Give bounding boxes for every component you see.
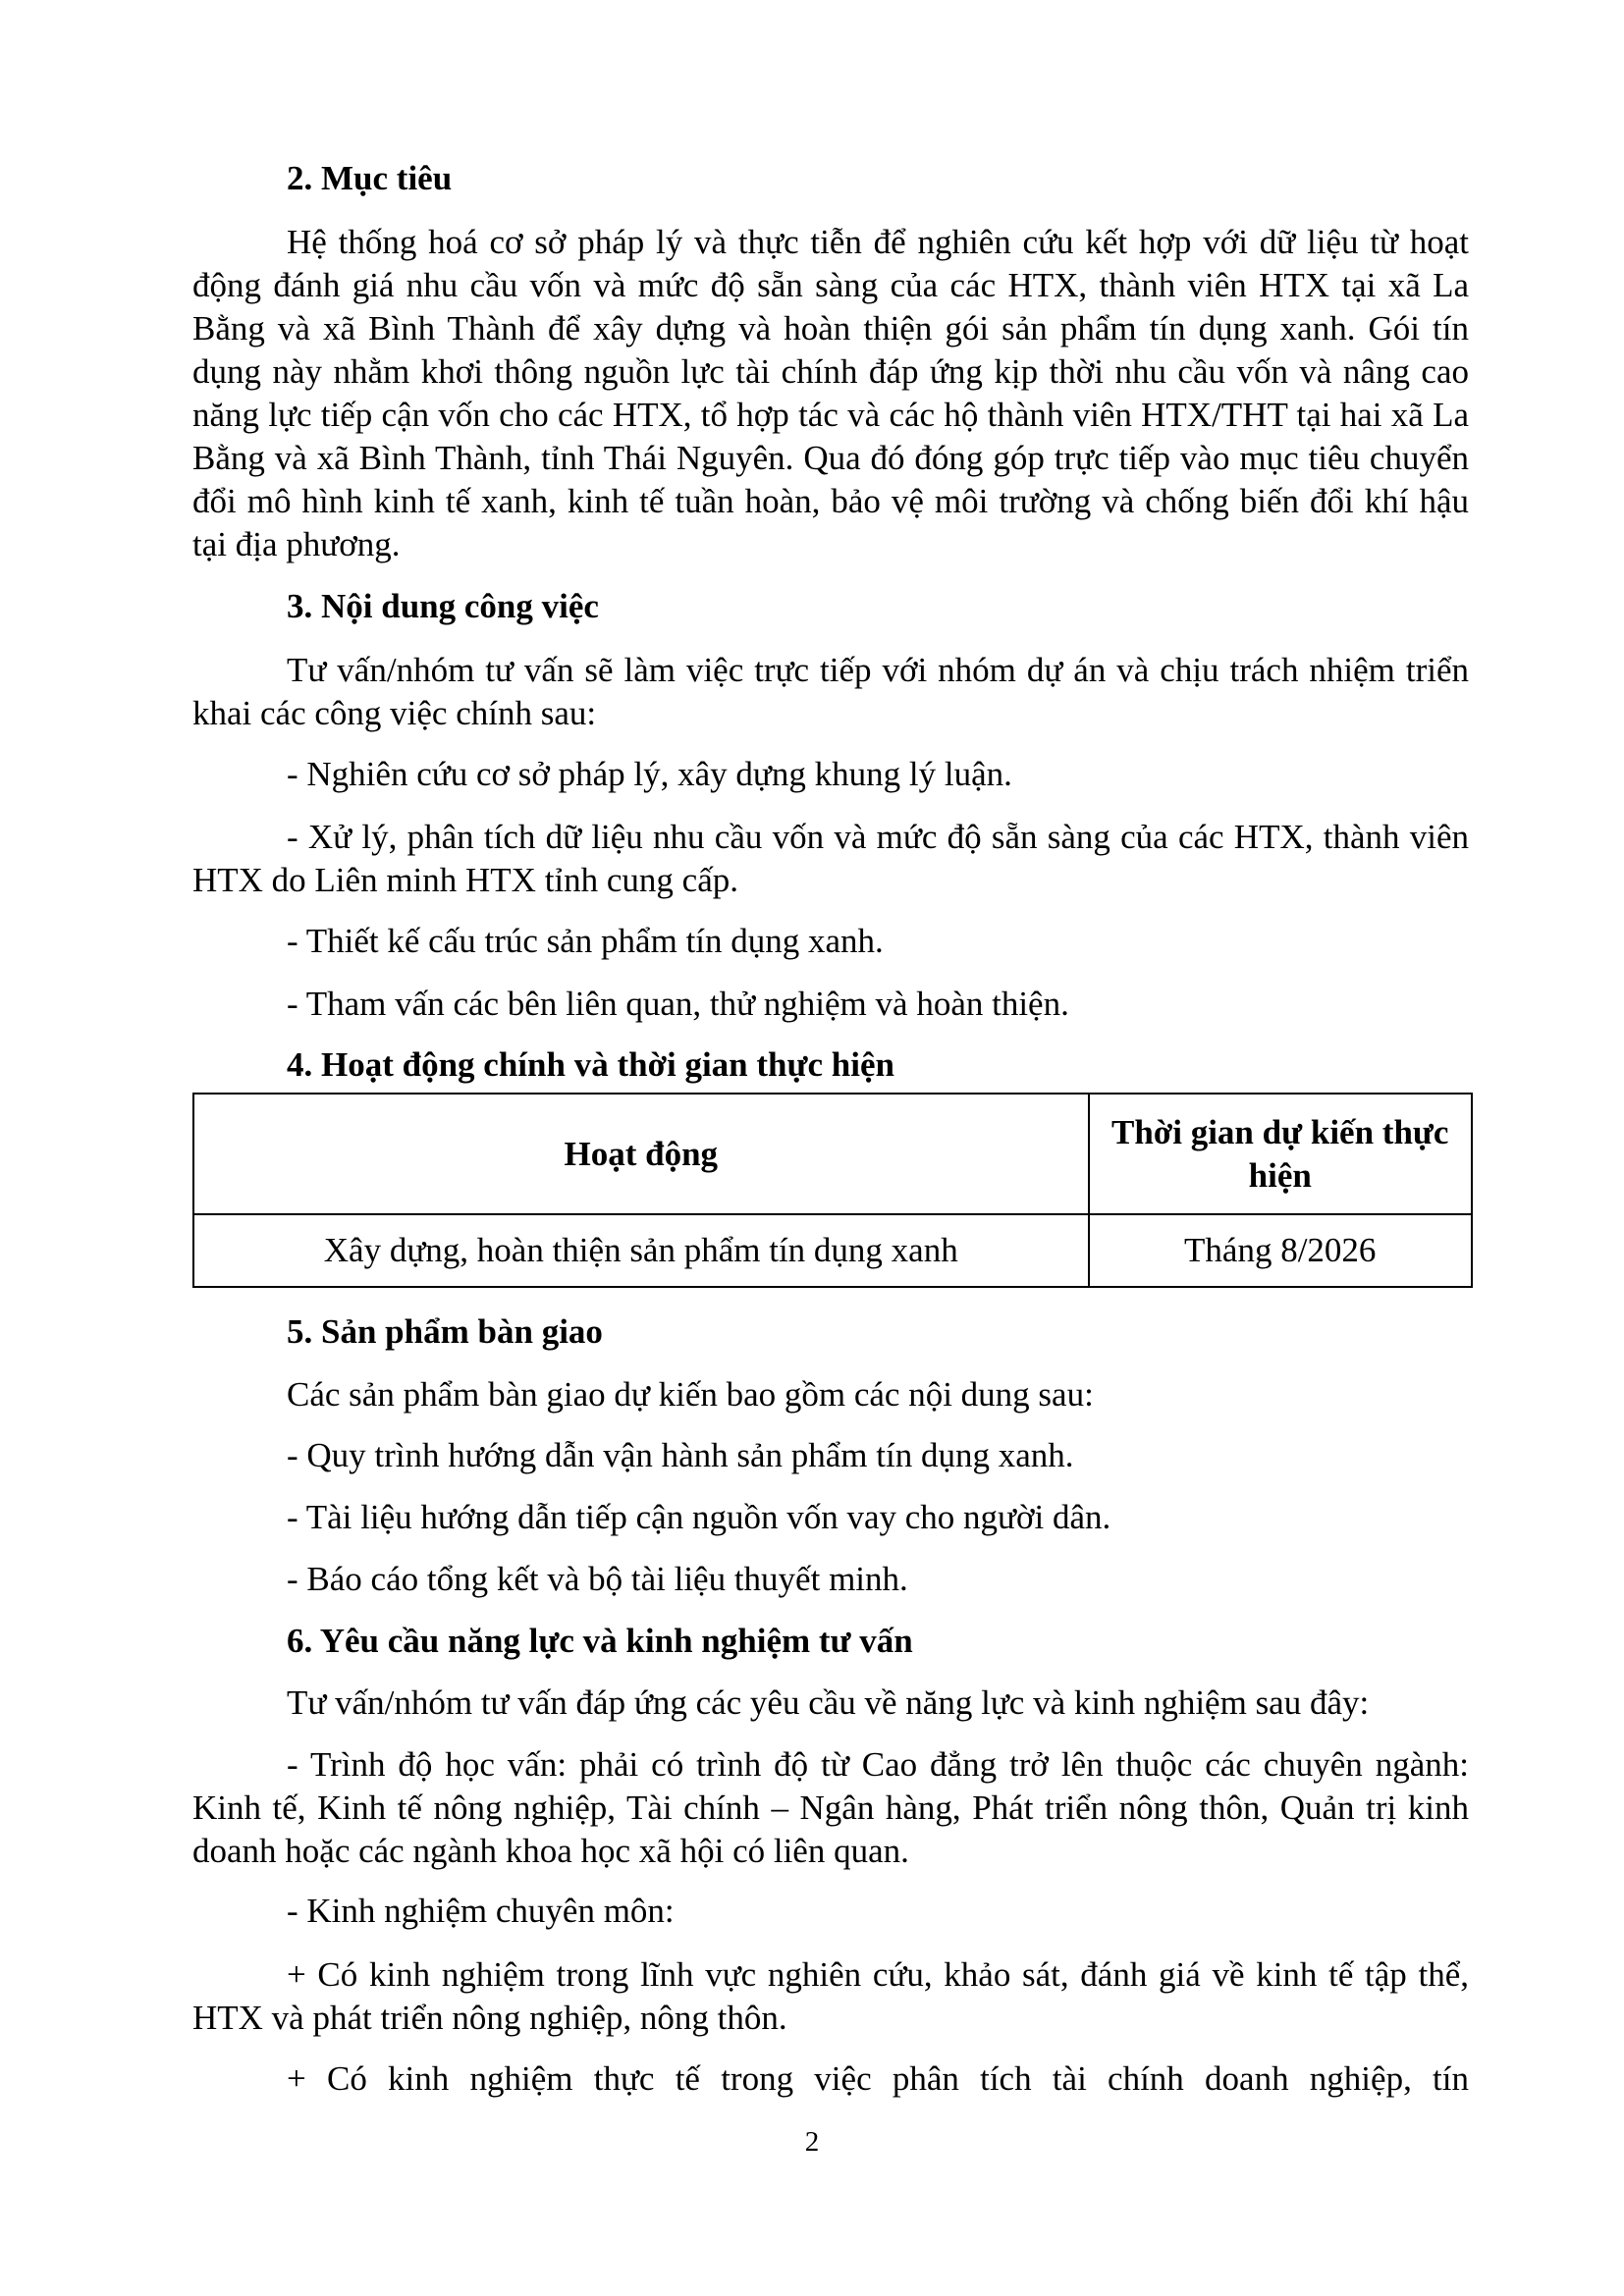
san-pham-item-1: - Quy trình hướng dẫn vận hành sản phẩm tín dụng xanh. <box>287 1436 1074 1474</box>
noi-dung-item-1: - Nghiên cứu cơ sở pháp lý, xây dựng khung lý luận. <box>287 755 1012 793</box>
header-hoat-dong: Hoạt động <box>193 1094 1089 1214</box>
san-pham-item-3: - Báo cáo tổng kết và bộ tài liệu thuyết minh. <box>287 1560 908 1598</box>
page-number: 2 <box>804 2126 820 2158</box>
yeu-cau-kinh-nghiem: - Kinh nghiệm chuyên môn: <box>287 1892 675 1930</box>
table-row <box>193 1214 1472 1287</box>
time-cell: Tháng 8/2026 <box>1089 1214 1473 1287</box>
noi-dung-intro: Tư vấn/nhóm tư vấn sẽ làm việc trực tiếp với nhóm dự án và chịu trách nhiệm triển khai các công việc chính sau: <box>192 651 1469 732</box>
noi-dung-item-4: - Tham vấn các bên liên quan, thử nghiệm và hoàn thiện. <box>287 985 1069 1023</box>
muc-tieu-paragraph: Hệ thống hoá cơ sở pháp lý và thực tiễn để nghiên cứu kết hợp với dữ liệu từ hoạt động đánh giá nhu cầu vốn và mức độ sẵn sàng của các HTX, thành viên HTX tại xã La Bằng và xã Bình Thành để xây dựng và hoàn thiện gói sản phẩm tín dụng xanh. Gói tín dụng này nhằm khơi thông nguồn lực tài chính đáp ứng kịp thời nhu cầu vốn và nâng cao năng lực tiếp cận vốn cho các HTX, tổ hợp tác và các hộ thành viên HTX/THT tại hai xã La Bằng và xã Bình Thành, tỉnh Thái Nguyên. Qua đó đóng góp trực tiếp vào mục tiêu chuyển đổi mô hình kinh tế xanh, kinh tế tuần hoàn, bảo vệ môi trường và chống biến đổi khí hậu tại địa phương. <box>192 223 1469 563</box>
section-heading-yeu-cau: 6. Yêu cầu năng lực và kinh nghiệm tư vấn <box>287 1622 913 1660</box>
san-pham-intro: Các sản phẩm bàn giao dự kiến bao gồm các nội dung sau: <box>287 1375 1094 1414</box>
section-heading-hoat-dong: 4. Hoạt động chính và thời gian thực hiện <box>287 1045 894 1084</box>
san-pham-item-2: - Tài liệu hướng dẫn tiếp cận nguồn vốn vay cho người dân. <box>287 1498 1111 1536</box>
yeu-cau-intro: Tư vấn/nhóm tư vấn đáp ứng các yêu cầu về năng lực và kinh nghiệm sau đây: <box>287 1683 1370 1722</box>
header-thoi-gian: Thời gian dự kiến thực hiện <box>1089 1094 1473 1214</box>
section-heading-muc-tieu: 2. Mục tiêu <box>287 159 453 197</box>
table-header-row <box>193 1094 1472 1214</box>
yeu-cau-hoc-van: - Trình độ học vấn: phải có trình độ từ Cao đẳng trở lên thuộc các chuyên ngành: Kinh tế, Kinh tế nông nghiệp, Tài chính – Ngân hàng, Phát triển nông thôn, Quản trị kinh doanh hoặc các ngành khoa học xã hội có liên quan. <box>192 1745 1469 1870</box>
noi-dung-item-3: - Thiết kế cấu trúc sản phẩm tín dụng xanh. <box>287 922 884 960</box>
section-heading-noi-dung: 3. Nội dung công việc <box>287 587 599 625</box>
noi-dung-item-2: - Xử lý, phân tích dữ liệu nhu cầu vốn và mức độ sẵn sàng của các HTX, thành viên HTX do Liên minh HTX tỉnh cung cấp. <box>192 818 1469 899</box>
yeu-cau-kn-2: + Có kinh nghiệm thực tế trong việc phân tích tài chính doanh nghiệp, tín <box>287 2059 1469 2098</box>
yeu-cau-kn-1: + Có kinh nghiệm trong lĩnh vực nghiên cứu, khảo sát, đánh giá về kinh tế tập thể, HTX và phát triển nông nghiệp, nông thôn. <box>192 1955 1469 2037</box>
activity-table <box>192 1093 1473 1288</box>
activity-cell: Xây dựng, hoàn thiện sản phẩm tín dụng xanh <box>193 1214 1089 1287</box>
section-heading-san-pham: 5. Sản phẩm bàn giao <box>287 1312 603 1351</box>
